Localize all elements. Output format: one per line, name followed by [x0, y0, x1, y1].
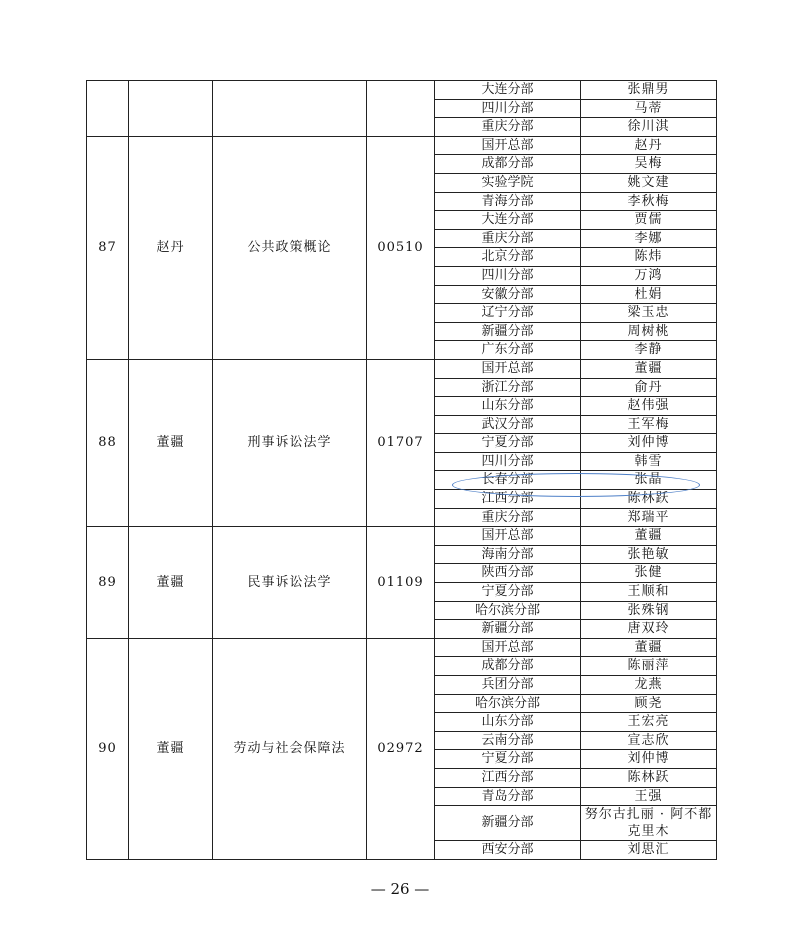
- branch-cell: 西安分部: [435, 841, 581, 860]
- person-cell: 陈林跃: [581, 768, 717, 787]
- person-cell: 陈丽萍: [581, 657, 717, 676]
- person-cell: 俞丹: [581, 378, 717, 397]
- person-cell: 赵伟强: [581, 397, 717, 416]
- person-cell: 张殊钢: [581, 601, 717, 620]
- teacher-cell: 董疆: [129, 527, 213, 639]
- person-cell: 李秋梅: [581, 192, 717, 211]
- person-cell: 吴梅: [581, 155, 717, 174]
- person-cell: 顾尧: [581, 694, 717, 713]
- person-cell: 赵丹: [581, 136, 717, 155]
- seq-cell: 88: [87, 359, 129, 526]
- person-cell: 郑瑞平: [581, 508, 717, 527]
- person-cell: 宣志欣: [581, 731, 717, 750]
- branch-cell: 四川分部: [435, 99, 581, 118]
- branch-cell: 宁夏分部: [435, 434, 581, 453]
- person-cell: 张健: [581, 564, 717, 583]
- person-cell: 董疆: [581, 638, 717, 657]
- branch-cell: 哈尔滨分部: [435, 601, 581, 620]
- course-cell: 劳动与社会保障法: [213, 638, 367, 859]
- branch-cell: 浙江分部: [435, 378, 581, 397]
- person-cell: 万鸿: [581, 266, 717, 285]
- person-cell: 努尔古扎丽 · 阿不都克里木: [581, 806, 717, 841]
- branch-cell: 宁夏分部: [435, 750, 581, 769]
- branch-cell: 四川分部: [435, 452, 581, 471]
- person-cell: 徐川淇: [581, 118, 717, 137]
- person-cell: 张鼎男: [581, 81, 717, 100]
- person-cell: 刘仲博: [581, 434, 717, 453]
- assignment-table: [86, 80, 717, 860]
- person-cell: 李静: [581, 341, 717, 360]
- code-cell: [367, 81, 435, 137]
- branch-cell: 新疆分部: [435, 806, 581, 841]
- person-cell: 王强: [581, 787, 717, 806]
- branch-cell: 北京分部: [435, 248, 581, 267]
- branch-cell: 成都分部: [435, 155, 581, 174]
- table-row: [87, 638, 717, 657]
- person-cell: 董疆: [581, 359, 717, 378]
- table-row: [87, 527, 717, 546]
- branch-cell: 国开总部: [435, 359, 581, 378]
- branch-cell: 江西分部: [435, 768, 581, 787]
- branch-cell: 兵团分部: [435, 676, 581, 695]
- table-row: [87, 136, 717, 155]
- person-cell: 杜娟: [581, 285, 717, 304]
- code-cell: 01707: [367, 359, 435, 526]
- branch-cell: 重庆分部: [435, 118, 581, 137]
- person-cell: 韩雪: [581, 452, 717, 471]
- person-cell: 李娜: [581, 229, 717, 248]
- branch-cell: 长春分部: [435, 471, 581, 490]
- branch-cell: 海南分部: [435, 545, 581, 564]
- course-cell: 刑事诉讼法学: [213, 359, 367, 526]
- person-cell: 姚文建: [581, 173, 717, 192]
- code-cell: 01109: [367, 527, 435, 639]
- branch-cell: 重庆分部: [435, 508, 581, 527]
- branch-cell: 成都分部: [435, 657, 581, 676]
- seq-cell: 87: [87, 136, 129, 359]
- teacher-cell: 董疆: [129, 359, 213, 526]
- seq-cell: [87, 81, 129, 137]
- course-cell: 公共政策概论: [213, 136, 367, 359]
- person-cell: 刘仲博: [581, 750, 717, 769]
- branch-cell: 宁夏分部: [435, 583, 581, 602]
- person-cell: 龙燕: [581, 676, 717, 695]
- course-cell: [213, 81, 367, 137]
- code-cell: 00510: [367, 136, 435, 359]
- branch-cell: 安徽分部: [435, 285, 581, 304]
- branch-cell: 国开总部: [435, 638, 581, 657]
- person-cell: 张晶: [581, 471, 717, 490]
- table-row: [87, 81, 717, 100]
- code-cell: 02972: [367, 638, 435, 859]
- teacher-cell: [129, 81, 213, 137]
- branch-cell: 大连分部: [435, 211, 581, 230]
- table-body: [87, 81, 717, 860]
- branch-cell: 青岛分部: [435, 787, 581, 806]
- branch-cell: 新疆分部: [435, 322, 581, 341]
- branch-cell: 广东分部: [435, 341, 581, 360]
- branch-cell: 四川分部: [435, 266, 581, 285]
- branch-cell: 山东分部: [435, 397, 581, 416]
- branch-cell: 国开总部: [435, 527, 581, 546]
- person-cell: 陈林跃: [581, 490, 717, 509]
- person-cell: 王顺和: [581, 583, 717, 602]
- branch-cell: 江西分部: [435, 490, 581, 509]
- branch-cell: 青海分部: [435, 192, 581, 211]
- person-cell: 周树桃: [581, 322, 717, 341]
- teacher-cell: 董疆: [129, 638, 213, 859]
- person-cell: 董疆: [581, 527, 717, 546]
- person-cell: 梁玉忠: [581, 304, 717, 323]
- person-cell: 陈炜: [581, 248, 717, 267]
- branch-cell: 实验学院: [435, 173, 581, 192]
- branch-cell: 山东分部: [435, 713, 581, 732]
- person-cell: 马蒂: [581, 99, 717, 118]
- seq-cell: 90: [87, 638, 129, 859]
- seq-cell: 89: [87, 527, 129, 639]
- person-cell: 刘思汇: [581, 841, 717, 860]
- table-row: [87, 359, 717, 378]
- person-cell: 贾儒: [581, 211, 717, 230]
- branch-cell: 陕西分部: [435, 564, 581, 583]
- branch-cell: 武汉分部: [435, 415, 581, 434]
- teacher-cell: 赵丹: [129, 136, 213, 359]
- person-cell: 王宏亮: [581, 713, 717, 732]
- person-cell: 张艳敏: [581, 545, 717, 564]
- branch-cell: 辽宁分部: [435, 304, 581, 323]
- branch-cell: 新疆分部: [435, 620, 581, 639]
- person-cell: 王军梅: [581, 415, 717, 434]
- course-cell: 民事诉讼法学: [213, 527, 367, 639]
- branch-cell: 重庆分部: [435, 229, 581, 248]
- branch-cell: 大连分部: [435, 81, 581, 100]
- branch-cell: 云南分部: [435, 731, 581, 750]
- person-cell: 唐双玲: [581, 620, 717, 639]
- branch-cell: 哈尔滨分部: [435, 694, 581, 713]
- branch-cell: 国开总部: [435, 136, 581, 155]
- page-number: — 26 —: [370, 880, 430, 898]
